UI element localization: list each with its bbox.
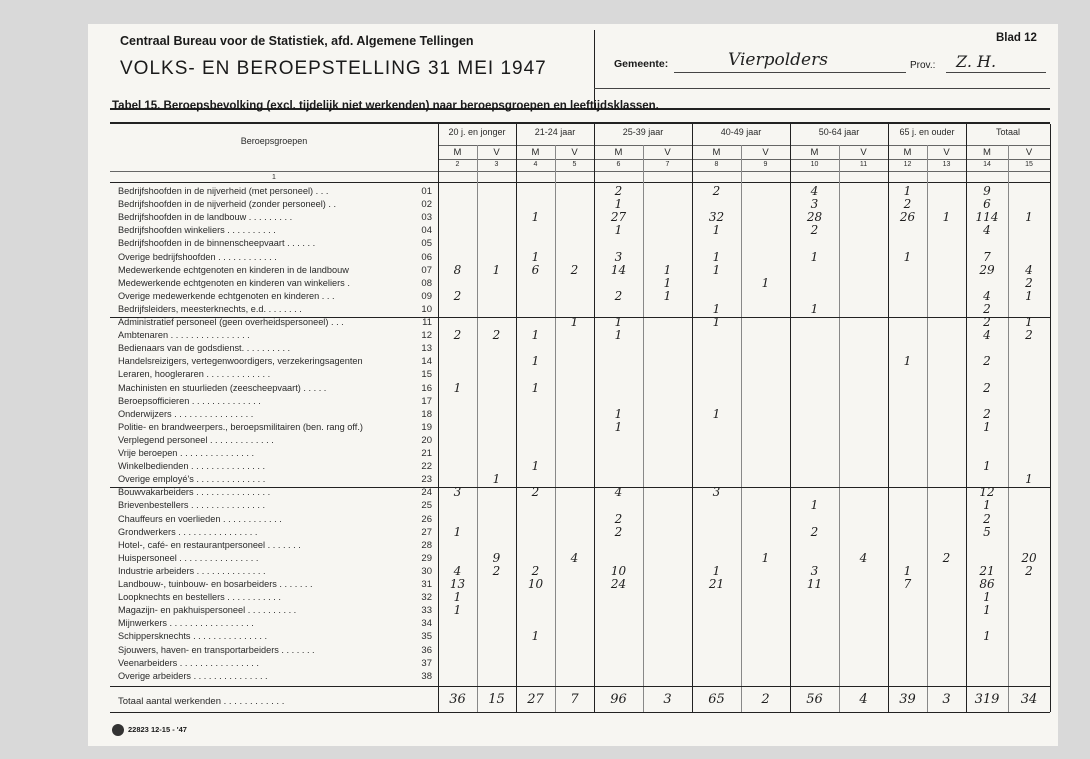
cell-value: 4 (983, 223, 991, 238)
cell-value: 1 (712, 301, 721, 316)
total-value: 3 (663, 691, 672, 707)
column-number: 10 (810, 161, 819, 168)
cell-value: 2 (570, 262, 579, 277)
occupation-code: 30 (421, 565, 432, 577)
occupation-label: Beroepsofficieren . . . . . . . . . . . . . . (118, 395, 261, 406)
sex-header: V (664, 147, 671, 158)
occupation-code: 27 (421, 526, 432, 538)
cell-value: 1 (983, 629, 991, 644)
cell-value: 7 (983, 249, 991, 264)
occupation-code: 22 (421, 461, 432, 473)
occupation-code: 18 (421, 408, 432, 420)
age-class-header: 40-49 jaar (720, 127, 762, 137)
cell-value: 2 (942, 550, 951, 565)
occupation-code: 13 (421, 343, 432, 355)
column-number: 11 (859, 161, 868, 168)
occupation-code: 01 (421, 186, 432, 197)
cell-value: 1 (614, 197, 623, 212)
occupation-code: 23 (421, 474, 432, 486)
table-title: Tabel 15. Beroepsbevolking (excl. tijdelijk niet werkenden) naar beroepsgroepen en leeftijdsklassen. (112, 100, 659, 112)
cell-value: 27 (610, 210, 627, 225)
cell-value: 1 (712, 249, 721, 264)
cell-value: 1 (942, 210, 951, 225)
cell-value: 2 (614, 288, 623, 303)
sex-column-border (839, 145, 840, 712)
cell-value: 11 (806, 577, 823, 591)
occupation-label: Landbouw-, tuinbouw- en bosarbeiders . . . . . . . (118, 579, 313, 589)
occupation-code: 14 (421, 356, 432, 368)
column-number: 6 (616, 161, 621, 168)
cell-value: 1 (810, 301, 819, 316)
cell-value: 1 (453, 524, 462, 539)
cell-value: 1 (761, 550, 770, 565)
cell-value: 1 (983, 459, 991, 474)
occupation-label: Industrie arbeiders . . . . . . . . . . . . . . (118, 565, 266, 576)
header-mid-line (594, 88, 1050, 89)
cell-value: 5 (983, 524, 991, 539)
province-label: Prov.: (910, 60, 936, 71)
cell-value: 4 (859, 550, 868, 565)
header-rule (438, 159, 1050, 160)
cell-value: 1 (570, 315, 579, 329)
cell-value: 1 (453, 590, 462, 605)
cell-value: 21 (708, 577, 725, 591)
cell-value: 8 (453, 262, 462, 277)
cell-value: 2 (983, 354, 991, 369)
cell-value: 1 (712, 223, 721, 238)
cell-value: 2 (1025, 275, 1033, 290)
occupation-label: Machinisten en stuurlieden (zeescheepvaart) . . . . . (118, 382, 327, 393)
cell-value: 1 (983, 603, 991, 618)
cell-value: 3 (614, 249, 623, 264)
sex-column-border (555, 145, 556, 712)
cell-value: 2 (453, 288, 462, 303)
sex-header: V (493, 147, 500, 158)
sex-header: V (860, 147, 867, 158)
cell-value: 4 (983, 288, 991, 303)
cell-value: 1 (614, 406, 623, 421)
cell-value: 6 (983, 197, 991, 212)
occupation-code: 36 (421, 644, 432, 656)
cell-value: 3 (810, 563, 819, 578)
occupation-label: Politie- en brandweerpers., beroepsmilitairen (ben. rang off.) (118, 421, 363, 432)
cell-value: 2 (1025, 328, 1033, 343)
occupation-table (110, 124, 1050, 722)
sex-column-border (1008, 145, 1009, 712)
cell-value: 2 (983, 406, 991, 421)
cell-value: 21 (979, 563, 995, 578)
province-value: Z. H. (956, 52, 997, 71)
occupation-code: 25 (421, 500, 432, 512)
age-class-header: 50-64 jaar (818, 127, 860, 137)
occupation-label: Magazijn- en pakhuispersoneel . . . . . . . . . . (118, 605, 297, 616)
total-value: 7 (570, 691, 579, 707)
sex-header: M (712, 147, 721, 158)
occupation-code: 33 (421, 605, 432, 617)
sex-header: M (903, 147, 912, 158)
occupation-label: Bedrijfshoofden in de binnenscheepvaart . . . . . . (118, 238, 316, 249)
cell-value: 1 (1025, 472, 1033, 487)
sex-column-border (643, 145, 644, 712)
header-divider (594, 30, 595, 108)
cell-value: 2 (614, 524, 623, 539)
sex-header: V (1025, 147, 1033, 158)
occupation-code: 17 (421, 395, 432, 407)
group-number: 1 (272, 174, 276, 181)
occupation-code: 02 (421, 199, 432, 211)
occupation-label: Winkelbedienden . . . . . . . . . . . . . . . (118, 461, 266, 472)
cell-value: 1 (712, 406, 721, 421)
group-header: Beroepsgroepen (240, 136, 308, 146)
cell-value: 13 (449, 577, 466, 591)
sex-header: V (943, 147, 950, 158)
table-right-border (1050, 124, 1051, 712)
occupation-code: 11 (422, 317, 432, 328)
total-label: Totaal aantal werkenden . . . . . . . . . . . . (118, 695, 285, 707)
occupation-label: Huispersoneel . . . . . . . . . . . . . . . . (118, 552, 259, 563)
cell-value: 1 (712, 563, 721, 578)
cell-value: 2 (810, 524, 819, 539)
cell-value: 2 (531, 563, 540, 578)
column-number: 7 (665, 161, 670, 168)
occupation-label: Bedrijfshoofden winkeliers . . . . . . . . . . (118, 225, 276, 236)
total-value: 56 (806, 691, 823, 707)
occupation-code: 21 (421, 448, 432, 459)
occupation-label: Brievenbestellers . . . . . . . . . . . . . . . (118, 500, 266, 511)
occupation-label: Leraren, hoogleraren . . . . . . . . . . . . . (118, 369, 271, 380)
table-bottom-rule (110, 712, 1050, 713)
cell-value: 2 (903, 197, 912, 212)
total-value: 3 (942, 691, 951, 707)
sex-header: V (762, 147, 769, 158)
cell-value: 4 (983, 328, 991, 343)
column-number: 15 (1025, 161, 1033, 168)
cell-value: 3 (712, 485, 721, 500)
occupation-label: Grondwerkers . . . . . . . . . . . . . . . . (118, 526, 258, 537)
cell-value: 1 (453, 603, 462, 618)
column-number: 8 (714, 161, 719, 168)
cell-value: 1 (1025, 288, 1033, 303)
cell-value: 9 (983, 184, 991, 198)
column-number: 2 (455, 161, 460, 168)
cell-value: 2 (453, 328, 462, 343)
occupation-label: Verplegend personeel . . . . . . . . . . . . . (118, 434, 274, 445)
column-number: 13 (942, 161, 951, 168)
cell-value: 1 (1025, 210, 1033, 225)
cell-value: 7 (903, 577, 912, 591)
gemeente-line (674, 72, 906, 73)
occupation-code: 05 (421, 238, 432, 250)
occupation-label: Schippersknechts . . . . . . . . . . . . . . . (118, 631, 268, 642)
cell-value: 1 (531, 210, 540, 225)
header-rule (110, 182, 1050, 183)
total-value: 39 (899, 691, 916, 707)
print-code: 22823 12-15 - '47 (128, 725, 187, 734)
cell-value: 1 (531, 380, 540, 395)
cell-value: 1 (663, 288, 672, 303)
occupation-label: Medewerkende echtgenoten en kinderen in de landbouw (118, 264, 349, 275)
cell-value: 24 (610, 577, 627, 591)
occupation-code: 09 (421, 290, 432, 302)
occupation-code: 19 (421, 421, 432, 433)
occupation-code: 03 (421, 212, 432, 224)
occupation-code: 35 (421, 631, 432, 643)
gemeente-value: Vierpolders (728, 50, 828, 70)
cell-value: 29 (979, 262, 995, 277)
cell-value: 14 (610, 262, 627, 277)
cell-value: 2 (810, 223, 819, 238)
occupation-code: 29 (421, 552, 432, 564)
occupation-code: 37 (421, 657, 432, 669)
occupation-label: Bedrijfsleiders, meesterknechts, e.d. . . . . . . . (118, 303, 302, 314)
cell-value: 3 (810, 197, 819, 212)
cell-value: 10 (527, 577, 544, 591)
stamp-icon (112, 724, 124, 736)
total-value: 2 (761, 691, 770, 707)
cell-value: 1 (903, 563, 912, 578)
cell-value: 3 (453, 485, 462, 500)
cell-value: 1 (761, 275, 770, 290)
occupation-code: 38 (421, 670, 432, 682)
cell-value: 1 (810, 498, 819, 513)
cell-value: 1 (983, 419, 991, 434)
cell-value: 2 (712, 184, 721, 198)
cell-value: 1 (614, 328, 623, 343)
column-number: 3 (494, 161, 499, 168)
publisher-line: Centraal Bureau voor de Statistiek, afd. Algemene Tellingen (120, 34, 474, 48)
occupation-label: Hotel-, café- en restaurantpersoneel . . . . . . . (118, 539, 301, 550)
total-value: 65 (708, 691, 725, 707)
column-number: 9 (763, 161, 768, 168)
column-number: 12 (903, 161, 912, 168)
cell-value: 26 (899, 210, 916, 225)
cell-value: 1 (810, 249, 819, 264)
occupation-label: Loopknechts en bestellers . . . . . . . . . . . (118, 592, 281, 603)
gemeente-label: Gemeente: (614, 58, 669, 70)
occupation-label: Administratief personeel (geen overheidspersoneel) . . . (118, 317, 344, 327)
sex-header: M (453, 147, 462, 158)
cell-value: 86 (979, 577, 995, 591)
occupation-code: 26 (421, 513, 432, 525)
cell-value: 1 (983, 498, 991, 513)
column-number: 14 (983, 161, 991, 168)
column-number: 5 (572, 161, 577, 168)
cell-value: 10 (610, 563, 627, 578)
header-rule (438, 145, 1050, 146)
cell-value: 1 (903, 184, 912, 198)
cell-value: 1 (531, 354, 540, 369)
cell-value: 2 (531, 485, 540, 500)
occupation-code: 08 (421, 277, 432, 289)
cell-value: 1 (712, 315, 721, 329)
occupation-label: Overige employé's . . . . . . . . . . . . . . (118, 474, 266, 485)
sex-header: M (810, 147, 819, 158)
occupation-code: 06 (421, 251, 432, 263)
cell-value: 2 (614, 184, 623, 198)
occupation-label: Medewerkende echtgenoten en kinderen van winkeliers . (118, 277, 350, 288)
cell-value: 4 (453, 563, 462, 578)
total-value: 96 (610, 691, 627, 707)
cell-value: 32 (708, 210, 725, 225)
age-class-header: 20 j. en jonger (448, 127, 506, 137)
total-value: 27 (527, 691, 544, 707)
occupation-label: Mijnwerkers . . . . . . . . . . . . . . . . . (118, 618, 254, 629)
occupation-label: Overige bedrijfshoofden . . . . . . . . . . . . (118, 251, 277, 262)
sex-column-border (477, 145, 478, 712)
sex-header: V (571, 147, 578, 158)
cell-value: 6 (531, 262, 540, 277)
occupation-code: 32 (421, 592, 432, 604)
occupation-label: Veenarbeiders . . . . . . . . . . . . . . . . (118, 657, 259, 668)
cell-value: 4 (614, 485, 623, 500)
occupation-label: Overige medewerkende echtgenoten en kinderen . . . (118, 290, 335, 301)
occupation-code: 24 (421, 487, 432, 499)
age-class-header: Totaal (995, 127, 1021, 137)
cell-value: 1 (663, 262, 672, 277)
occupation-label: Ambtenaren . . . . . . . . . . . . . . . . (118, 330, 250, 341)
cell-value: 1 (453, 380, 462, 395)
occupation-label: Overige arbeiders . . . . . . . . . . . . . . . (118, 670, 268, 681)
cell-value: 9 (492, 550, 501, 565)
cell-value: 1 (492, 472, 501, 487)
occupation-code: 10 (421, 303, 432, 315)
occupation-label: Onderwijzers . . . . . . . . . . . . . . . . (118, 408, 254, 419)
cell-value: 2 (983, 315, 991, 329)
cell-value: 1 (1025, 315, 1033, 329)
cell-value: 114 (975, 210, 999, 225)
occupation-label: Bedrijfshoofden in de nijverheid (zonder personeel) . . (118, 199, 337, 210)
total-value: 15 (488, 691, 505, 707)
occupation-label: Bedrijfshoofden in de landbouw . . . . . . . . . (118, 212, 293, 223)
cell-value: 2 (614, 511, 623, 526)
cell-value: 2 (983, 511, 991, 526)
occupation-label: Bedrijfshoofden in de nijverheid (met personeel) . . . (118, 186, 329, 196)
sex-column-border (741, 145, 742, 712)
occupation-code: 20 (421, 434, 432, 446)
cell-value: 1 (531, 459, 540, 474)
cell-value: 2 (492, 563, 501, 578)
occupation-code: 07 (421, 264, 432, 276)
sex-header: M (614, 147, 623, 158)
occupation-code: 15 (421, 369, 432, 381)
total-value: 4 (859, 691, 868, 707)
occupation-label: Bouwvakarbeiders . . . . . . . . . . . . . . . (118, 487, 271, 498)
cell-value: 1 (903, 354, 912, 369)
cell-value: 2 (983, 301, 991, 316)
occupation-label: Bedienaars van de godsdienst. . . . . . . . . . (118, 343, 291, 354)
occupation-code: 31 (421, 579, 432, 590)
cell-value: 2 (492, 328, 501, 343)
cell-value: 1 (903, 249, 912, 264)
total-separator (110, 686, 1050, 687)
cell-value: 1 (614, 223, 623, 238)
occupation-label: Sjouwers, haven- en transportarbeiders . . . . . . . (118, 644, 315, 655)
occupation-code: 28 (421, 539, 432, 551)
cell-value: 4 (1025, 262, 1033, 277)
header-rule (110, 171, 1050, 172)
sex-header: M (983, 147, 991, 158)
total-value: 36 (449, 691, 466, 707)
total-value: 34 (1020, 691, 1038, 707)
cell-value: 1 (712, 262, 721, 277)
cell-value: 1 (531, 629, 540, 644)
occupation-label: Chauffeurs en voerlieden . . . . . . . . . . . . (118, 513, 282, 524)
province-line (946, 72, 1046, 73)
occupation-code: 16 (421, 382, 432, 394)
census-form-sheet (88, 24, 1058, 746)
age-class-header: 25-39 jaar (622, 127, 664, 137)
sheet-number: Blad 12 (996, 32, 1037, 44)
cell-value: 1 (663, 275, 672, 290)
occupation-code: 04 (421, 225, 432, 237)
total-value: 319 (974, 691, 1000, 707)
cell-value: 4 (570, 550, 579, 565)
column-number: 4 (533, 161, 538, 168)
cell-value: 12 (979, 485, 995, 500)
cell-value: 1 (492, 262, 501, 277)
cell-value: 1 (983, 590, 991, 605)
occupation-code: 12 (421, 330, 432, 342)
cell-value: 1 (614, 315, 623, 329)
cell-value: 2 (1025, 563, 1033, 578)
census-title: VOLKS- EN BEROEPSTELLING 31 MEI 1947 (120, 58, 547, 79)
cell-value: 28 (806, 210, 823, 225)
occupation-label: Vrije beroepen . . . . . . . . . . . . . . . (118, 448, 254, 458)
cell-value: 1 (531, 249, 540, 264)
cell-value: 2 (983, 380, 991, 395)
occupation-code: 34 (421, 618, 432, 630)
cell-value: 20 (1021, 550, 1037, 565)
cell-value: 1 (531, 328, 540, 343)
cell-value: 4 (810, 184, 819, 198)
age-class-header: 65 j. en ouder (899, 127, 955, 137)
cell-value: 1 (614, 419, 623, 434)
age-class-header: 21-24 jaar (534, 127, 576, 137)
sex-column-border (927, 145, 928, 712)
occupation-label: Handelsreizigers, vertegenwoordigers, verzekeringsagenten (118, 356, 363, 367)
sex-header: M (531, 147, 540, 158)
age-column-border (438, 124, 439, 712)
